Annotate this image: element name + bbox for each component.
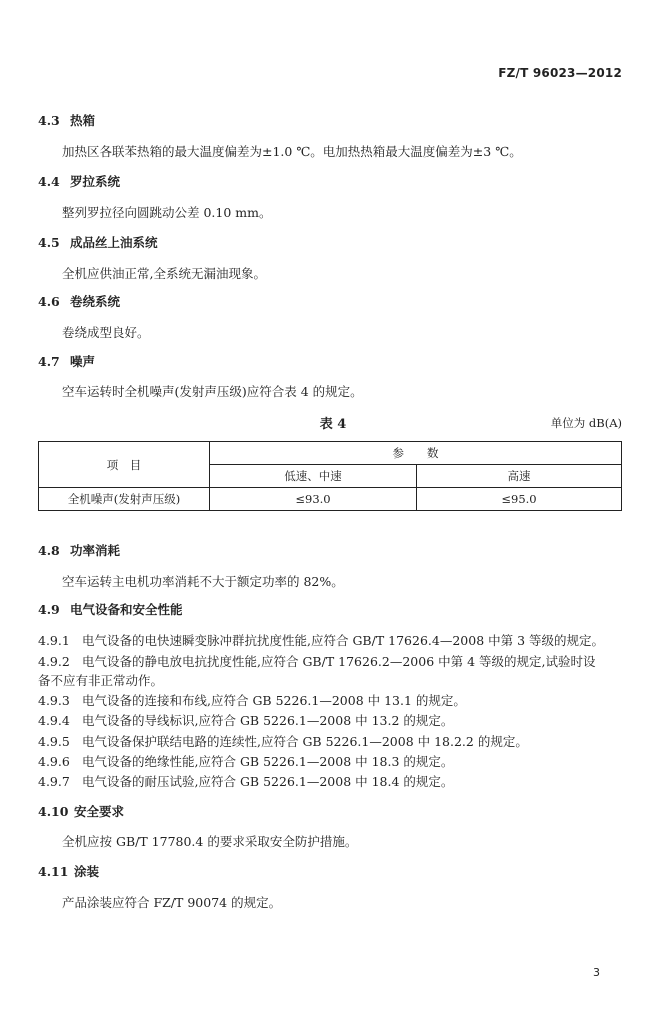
section-title: 功率消耗 (70, 543, 121, 558)
table-cell-low-mid: ≤93.0 (210, 488, 417, 511)
section-text-4-7: 空车运转时全机噪声(发射声压级)应符合表 4 的规定。 (62, 384, 363, 399)
section-number: 4.8 (38, 543, 60, 558)
section-title: 热箱 (70, 113, 96, 128)
clause-text: 电气设备的静电放电抗扰度性能,应符合 GB/T 17626.2—2006 中第 4 等级的规定,试验时设 (82, 654, 596, 669)
noise-table (38, 441, 622, 511)
section-text-4-3: 加热区各联苯热箱的最大温度偏差为±1.0 ℃。电加热热箱最大温度偏差为±3 ℃。 (62, 144, 522, 159)
section-title: 卷绕系统 (70, 294, 121, 309)
table-row (39, 488, 622, 511)
clause-number: 4.9.7 (38, 774, 70, 789)
clause-number: 4.9.2 (38, 654, 70, 669)
clause-text: 电气设备保护联结电路的连续性,应符合 GB 5226.1—2008 中 18.2.2 的规定。 (82, 734, 528, 749)
section-heading-4-8 (38, 541, 120, 559)
table-header-low-mid: 低速、中速 (210, 465, 417, 488)
section-number: 4.3 (38, 113, 60, 128)
table-cell-high: ≤95.0 (417, 488, 622, 511)
section-heading-4-4 (38, 172, 120, 190)
section-title: 罗拉系统 (70, 174, 121, 189)
section-heading-4-9 (38, 600, 183, 618)
section-heading-4-7 (38, 352, 95, 370)
section-title: 电气设备和安全性能 (70, 602, 183, 617)
clause-4-9-3 (38, 691, 466, 709)
section-text-4-6: 卷绕成型良好。 (62, 325, 150, 340)
section-text-4-10: 全机应按 GB/T 17780.4 的要求采取安全防护措施。 (62, 834, 358, 849)
clause-4-9-6 (38, 752, 453, 770)
section-text-4-11: 产品涂装应符合 FZ/T 90074 的规定。 (62, 895, 282, 910)
table-cell-label: 全机噪声(发射声压级) (39, 488, 210, 511)
table-unit: 单位为 dB(A) (550, 416, 622, 430)
section-number: 4.10 (38, 804, 69, 819)
table-header-params: 参 数 (210, 442, 622, 465)
clause-number: 4.9.1 (38, 633, 70, 648)
clause-4-9-2 (38, 652, 596, 670)
section-heading-4-5 (38, 233, 158, 251)
clause-text: 电气设备的导线标识,应符合 GB 5226.1—2008 中 13.2 的规定。 (82, 713, 454, 728)
table-header-high: 高速 (417, 465, 622, 488)
clause-text: 电气设备的绝缘性能,应符合 GB 5226.1—2008 中 18.3 的规定。 (82, 754, 454, 769)
section-number: 4.4 (38, 174, 60, 189)
table-title: 表 4 (319, 417, 347, 432)
section-text-4-5: 全机应供油正常,全系统无漏油现象。 (62, 266, 266, 281)
section-heading-4-10 (38, 802, 124, 820)
document-code: FZ/T 96023—2012 (498, 66, 622, 80)
section-number: 4.11 (38, 864, 69, 879)
clause-number: 4.9.5 (38, 734, 70, 749)
section-heading-4-11 (38, 862, 99, 880)
clause-text: 电气设备的耐压试验,应符合 GB 5226.1—2008 中 18.4 的规定。 (82, 774, 454, 789)
section-heading-4-6 (38, 292, 120, 310)
section-title: 安全要求 (74, 804, 125, 819)
page-number: 3 (593, 966, 600, 979)
section-title: 涂装 (74, 864, 100, 879)
clause-number: 4.9.4 (38, 713, 70, 728)
clause-4-9-5 (38, 732, 528, 750)
clause-4-9-1 (38, 631, 604, 649)
clause-number: 4.9.6 (38, 754, 70, 769)
section-title: 噪声 (70, 354, 96, 369)
clause-4-9-4 (38, 711, 453, 729)
section-heading-4-3 (38, 111, 95, 129)
section-text-4-8: 空车运转主电机功率消耗不大于额定功率的 82%。 (62, 574, 344, 589)
clause-4-9-2-continued: 备不应有非正常动作。 (38, 673, 164, 688)
section-number: 4.6 (38, 294, 60, 309)
section-number: 4.9 (38, 602, 60, 617)
table-header-item: 项 目 (39, 442, 210, 488)
section-text-4-4: 整列罗拉径向圆跳动公差 0.10 mm。 (62, 205, 272, 220)
clause-4-9-7 (38, 772, 453, 790)
section-title: 成品丝上油系统 (70, 235, 158, 250)
clause-text: 电气设备的连接和布线,应符合 GB 5226.1—2008 中 13.1 的规定。 (82, 693, 466, 708)
section-number: 4.5 (38, 235, 60, 250)
section-number: 4.7 (38, 354, 60, 369)
clause-number: 4.9.3 (38, 693, 70, 708)
clause-text: 电气设备的电快速瞬变脉冲群抗扰度性能,应符合 GB/T 17626.4—2008 中第 3 等级的规定。 (82, 633, 605, 648)
